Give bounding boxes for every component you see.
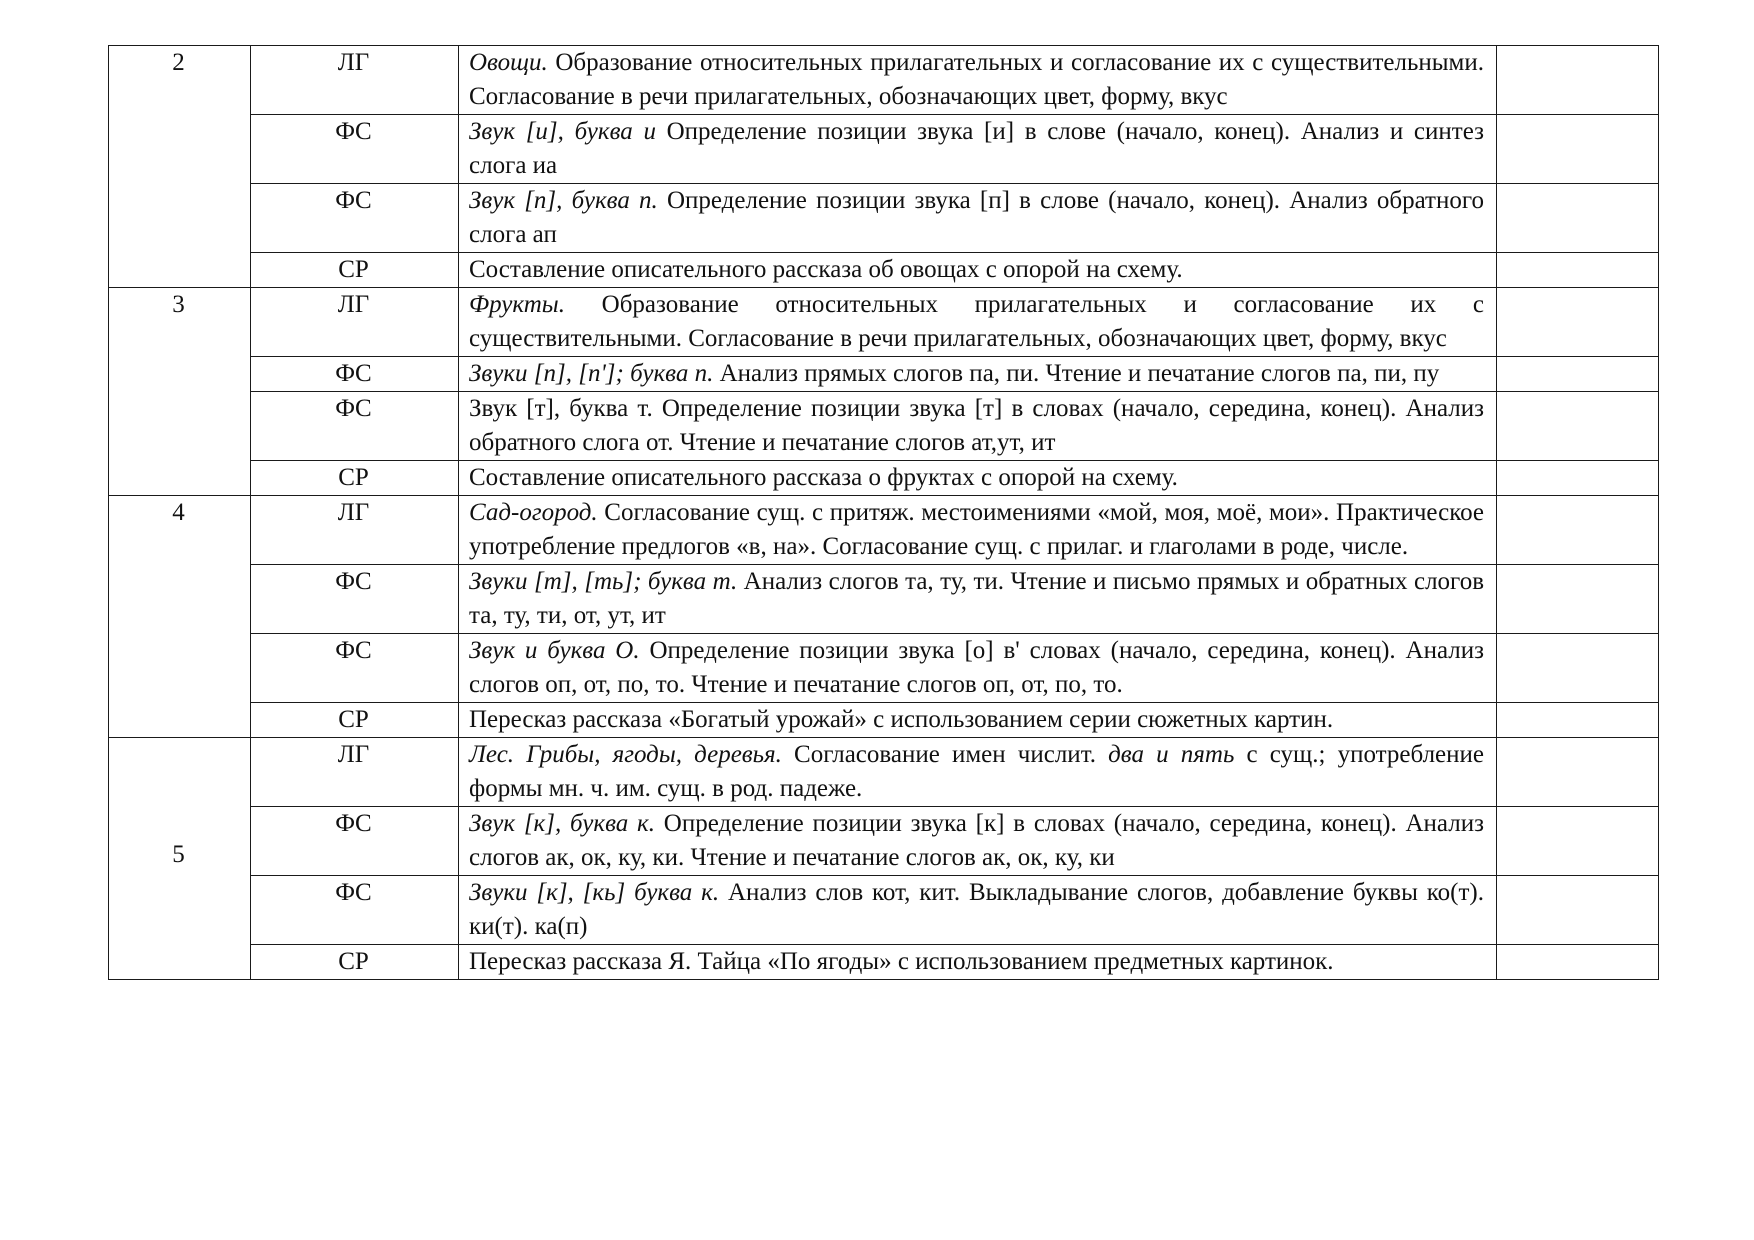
activity-code: ФС: [251, 392, 459, 461]
table-row: [109, 945, 1659, 980]
table-row: [109, 807, 1659, 876]
activity-code: ФС: [251, 115, 459, 184]
topic-italic: Сад-огород.: [469, 499, 598, 526]
activity-code: ФС: [251, 357, 459, 392]
topic-italic-numerals: два и пять: [1108, 741, 1235, 768]
table-row: [109, 253, 1659, 288]
activity-code: ЛГ: [251, 496, 459, 565]
week-number: 3: [109, 288, 251, 496]
empty-cell: [1497, 461, 1659, 496]
table-row: [109, 496, 1659, 565]
topic-text: Пересказ рассказа «Богатый урожай» с использованием серии сюжетных картин.: [469, 706, 1334, 733]
topic-italic: Фрукты.: [469, 291, 565, 318]
topic-cell: [459, 738, 1497, 807]
topic-text: Образование относительных прилагательных и согласование их с существительными. Согласование в речи прилагательных, обозначающих цвет, форму, вкус: [469, 291, 1484, 352]
topic-cell: [459, 46, 1497, 115]
table-row: [109, 738, 1659, 807]
empty-cell: [1497, 392, 1659, 461]
table-row: [109, 565, 1659, 634]
topic-text: Согласование имен числит.: [781, 741, 1109, 768]
topic-cell: [459, 496, 1497, 565]
empty-cell: [1497, 288, 1659, 357]
topic-text-tail: с сущ.; употребление формы мн. ч. им. сущ. в род. падеже.: [469, 741, 1484, 802]
activity-code: ФС: [251, 876, 459, 945]
topic-cell: [459, 565, 1497, 634]
topic-cell: [459, 253, 1497, 288]
table-row: [109, 703, 1659, 738]
topic-text: Согласование сущ. с притяж. местоимениями «мой, моя, моё, мои». Практическое употребление предлогов «в, на». Согласование сущ. с прилаг. и глаголами в роде, числе.: [469, 499, 1484, 560]
empty-cell: [1497, 565, 1659, 634]
topic-italic: Овощи.: [469, 49, 548, 76]
topic-cell: [459, 945, 1497, 980]
topic-text: Определение позиции звука [и] в слове (начало, конец). Анализ и синтез слога иа: [469, 118, 1484, 179]
table-row: [109, 392, 1659, 461]
activity-code: ФС: [251, 807, 459, 876]
empty-cell: [1497, 807, 1659, 876]
activity-code: ЛГ: [251, 288, 459, 357]
topic-text: Пересказ рассказа Я. Тайца «По ягоды» с использованием предметных картинок.: [469, 948, 1334, 975]
topic-text: Анализ прямых слогов па, пи. Чтение и печатание слогов па, пи, пу: [713, 360, 1440, 387]
topic-cell: [459, 357, 1497, 392]
topic-text: Составление описательного рассказа о фруктах с опорой на схему.: [469, 464, 1178, 491]
topic-cell: [459, 288, 1497, 357]
empty-cell: [1497, 115, 1659, 184]
topic-italic: Лес. Грибы, ягоды, деревья.: [469, 741, 782, 768]
activity-code: СР: [251, 253, 459, 288]
table-row: [109, 184, 1659, 253]
empty-cell: [1497, 945, 1659, 980]
topic-text: Анализ слов кот, кит. Выкладывание слогов, добавление буквы ко(т). ки(т). ка(п): [469, 879, 1484, 940]
activity-code: ЛГ: [251, 738, 459, 807]
week-number: 5: [109, 738, 251, 980]
activity-code: СР: [251, 703, 459, 738]
week-number: 2: [109, 46, 251, 288]
table-row: [109, 634, 1659, 703]
week-number: 4: [109, 496, 251, 738]
topic-italic: Звуки [п], [п']; буква п.: [469, 360, 714, 387]
empty-cell: [1497, 634, 1659, 703]
activity-code: СР: [251, 461, 459, 496]
table-row: [109, 357, 1659, 392]
topic-italic: Звук [п], буква п.: [469, 187, 658, 214]
empty-cell: [1497, 738, 1659, 807]
empty-cell: [1497, 184, 1659, 253]
table-row: [109, 115, 1659, 184]
lesson-plan-table: [108, 45, 1659, 980]
topic-cell: [459, 392, 1497, 461]
topic-cell: [459, 807, 1497, 876]
table-row: [109, 288, 1659, 357]
empty-cell: [1497, 253, 1659, 288]
topic-text: Звук [т], буква т. Определение позиции звука [т] в словах (начало, середина, конец). Анализ обратного слога от. Чтение и печатание слогов ат,ут, ит: [469, 395, 1484, 456]
activity-code: ФС: [251, 184, 459, 253]
topic-cell: [459, 634, 1497, 703]
topic-text: Определение позиции звука [к] в словах (начало, середина, конец). Анализ слогов ак, ок, ку, ки. Чтение и печатание слогов ак, ок, ку, ки: [469, 810, 1484, 871]
empty-cell: [1497, 357, 1659, 392]
activity-code: СР: [251, 945, 459, 980]
activity-code: ФС: [251, 634, 459, 703]
activity-code: ЛГ: [251, 46, 459, 115]
topic-italic: Звуки [к], [кь] буква к.: [469, 879, 720, 906]
topic-cell: [459, 184, 1497, 253]
topic-italic: Звук [и], буква и: [469, 118, 656, 145]
topic-text: Составление описательного рассказа об овощах с опорой на схему.: [469, 256, 1183, 283]
empty-cell: [1497, 876, 1659, 945]
topic-cell: [459, 876, 1497, 945]
topic-cell: [459, 703, 1497, 738]
table-row: [109, 46, 1659, 115]
topic-text: Определение позиции звука [о] в' словах (начало, середина, конец). Анализ слогов оп, от, по, то. Чтение и печатание слогов оп, от, по, то.: [469, 637, 1484, 698]
empty-cell: [1497, 46, 1659, 115]
activity-code: ФС: [251, 565, 459, 634]
empty-cell: [1497, 703, 1659, 738]
topic-italic: Звук и буква О.: [469, 637, 640, 664]
topic-cell: [459, 461, 1497, 496]
empty-cell: [1497, 496, 1659, 565]
table-row: [109, 876, 1659, 945]
table-row: [109, 461, 1659, 496]
topic-text: Образование относительных прилагательных и согласование их с существительными. Согласование в речи прилагательных, обозначающих цвет, форму, вкус: [469, 49, 1484, 110]
topic-text: Определение позиции звука [п] в слове (начало, конец). Анализ обратного слога ап: [469, 187, 1484, 248]
topic-italic: Звуки [т], [ть]; буква т.: [469, 568, 738, 595]
topic-text: Анализ слогов та, ту, ти. Чтение и письмо прямых и обратных слогов та, ту, ти, от, ут, ит: [469, 568, 1484, 629]
topic-cell: [459, 115, 1497, 184]
topic-italic: Звук [к], буква к.: [469, 810, 655, 837]
